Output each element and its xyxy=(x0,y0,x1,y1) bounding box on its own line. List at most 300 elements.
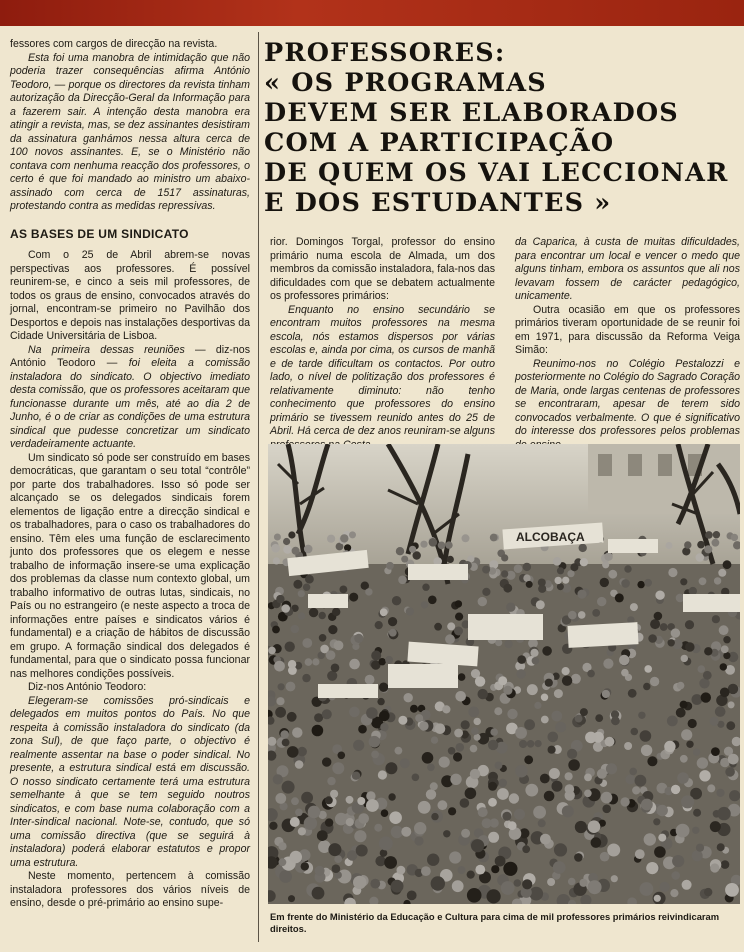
crowd-figure xyxy=(715,706,726,717)
crowd-figure xyxy=(692,827,699,834)
paragraph: Diz-nos António Teodoro: xyxy=(28,681,147,693)
crowd-figure xyxy=(729,790,740,801)
paragraph: Elegeram-se comissões pró-sindicais e delegados em muitos pontos do País. No que respeita à comissão instaladora do sindicato (da zona Sul), de que faço parte, o objectivo é realmente assentar na base o poder sindical. No presente, a estrutura sindical está em discussão. O nosso sindicato certamente terá uma estrutura semelhante à que se tem seguido noutros sindicatos, e com base numa colaboração com a Inter-sindical nacional. Note-se, contudo, que só uma comissão directiva (que se seguirá à instaladora) poderá elaborar estatutos e propor uma estrutura. xyxy=(10,694,250,869)
crowd-figure xyxy=(389,811,402,824)
article-column-1 xyxy=(10,38,250,911)
crowd-figure xyxy=(602,690,610,698)
crowd-figure xyxy=(591,837,602,848)
crowd-figure xyxy=(448,807,456,815)
crowd-figure xyxy=(298,590,305,597)
crowd-figure xyxy=(721,645,729,653)
crowd-figure xyxy=(502,812,511,821)
crowd-figure xyxy=(470,745,478,753)
crowd-figure xyxy=(584,774,592,782)
crowd-figure xyxy=(286,682,296,692)
crowd-figure xyxy=(701,692,711,702)
crowd-figure xyxy=(353,876,366,889)
crowd-figure xyxy=(427,854,439,866)
crowd-figure xyxy=(338,752,346,760)
crowd-figure xyxy=(711,747,720,756)
crowd-figure xyxy=(731,534,738,541)
crowd-figure xyxy=(495,639,502,646)
crowd-figure xyxy=(514,879,522,887)
crowd-figure xyxy=(295,760,304,769)
crowd-figure xyxy=(332,608,340,616)
crowd-figure xyxy=(595,714,603,722)
crowd-figure xyxy=(400,758,410,768)
paragraph xyxy=(10,344,250,452)
crowd-figure xyxy=(406,607,414,615)
crowd-figure xyxy=(426,789,436,799)
crowd-figure xyxy=(308,806,321,819)
crowd-figure xyxy=(380,723,388,731)
crowd-figure xyxy=(721,860,730,869)
crowd-figure xyxy=(698,665,706,673)
crowd-figure xyxy=(328,625,337,634)
top-color-band xyxy=(0,0,744,26)
crowd-figure xyxy=(404,693,413,702)
crowd-figure xyxy=(660,882,670,892)
crowd-figure xyxy=(475,865,485,875)
crowd-figure xyxy=(597,597,606,606)
crowd-figure xyxy=(588,880,602,894)
crowd-figure xyxy=(349,593,358,602)
crowd-figure xyxy=(580,558,588,566)
crowd-figure xyxy=(554,843,567,856)
crowd-figure xyxy=(527,684,538,695)
crowd-figure xyxy=(710,717,719,726)
crowd-figure xyxy=(430,782,438,790)
crowd-figure xyxy=(482,566,490,574)
crowd-figure xyxy=(693,809,701,817)
crowd-figure xyxy=(666,542,673,549)
crowd-figure xyxy=(302,674,310,682)
crowd-figure xyxy=(454,729,463,738)
crowd-figure xyxy=(704,647,712,655)
crowd-figure xyxy=(621,669,629,677)
crowd-figure xyxy=(685,620,694,629)
crowd-figure xyxy=(509,793,519,803)
crowd-figure xyxy=(644,579,652,587)
crowd-figure xyxy=(654,612,663,621)
crowd-figure xyxy=(554,689,563,698)
crowd-figure xyxy=(407,891,417,901)
crowd-figure xyxy=(557,583,564,590)
crowd-figure xyxy=(601,792,613,804)
crowd-figure xyxy=(478,689,488,699)
crowd-figure xyxy=(287,746,299,758)
crowd-figure xyxy=(488,782,497,791)
crowd-figure xyxy=(278,842,286,850)
crowd-figure xyxy=(288,895,295,902)
crowd-figure xyxy=(353,740,364,751)
crowd-figure xyxy=(540,834,551,845)
crowd-figure xyxy=(536,600,545,609)
crowd-figure xyxy=(671,871,680,880)
crowd-figure xyxy=(619,655,629,665)
crowd-figure xyxy=(717,843,725,851)
crowd-figure xyxy=(717,807,730,820)
crowd-figure xyxy=(604,553,612,561)
crowd-figure xyxy=(524,755,533,764)
crowd-figure xyxy=(439,757,450,768)
crowd-figure xyxy=(571,674,581,684)
crowd-figure xyxy=(334,855,342,863)
crowd-figure xyxy=(501,554,508,561)
crowd-figure xyxy=(640,730,652,742)
article-column-2 xyxy=(270,236,495,452)
crowd-figure xyxy=(574,853,583,862)
crowd-figure xyxy=(414,836,423,845)
crowd-figure xyxy=(522,845,530,853)
crowd-figure xyxy=(445,541,452,548)
crowd-figure xyxy=(555,722,566,733)
crowd-figure xyxy=(471,727,479,735)
crowd-figure xyxy=(327,535,335,543)
attribution-span: — diz-nos António Teodoro — xyxy=(10,343,250,369)
crowd-figure xyxy=(389,629,397,637)
crowd-figure xyxy=(495,762,503,770)
crowd-figure xyxy=(418,801,431,814)
crowd-figure xyxy=(635,775,647,787)
crowd-figure xyxy=(565,784,575,794)
crowd-figure xyxy=(312,658,319,665)
crowd-figure xyxy=(274,661,285,672)
crowd-figure xyxy=(279,870,292,883)
crowd-figure xyxy=(325,818,333,826)
crowd-figure xyxy=(438,800,448,810)
crowd-figure xyxy=(602,805,611,814)
headline-line: E DOS ESTUDANTES » xyxy=(264,188,612,218)
crowd-figure xyxy=(386,562,394,570)
crowd-figure xyxy=(668,639,675,646)
crowd-figure xyxy=(608,570,617,579)
crowd-figure xyxy=(603,659,613,669)
crowd-figure xyxy=(699,678,709,688)
crowd-figure xyxy=(375,856,385,866)
crowd-figure xyxy=(540,774,550,784)
crowd-figure xyxy=(710,821,721,832)
paragraph: fessores com cargos de direcção na revista. xyxy=(10,38,218,50)
crowd-figure xyxy=(712,539,720,547)
crowd-figure xyxy=(668,568,677,577)
crowd-figure xyxy=(304,545,313,554)
crowd-figure xyxy=(508,821,517,830)
headline-line: COM A PARTICIPAÇÃO xyxy=(264,128,615,158)
crowd-figure xyxy=(452,880,464,892)
crowd-figure xyxy=(379,658,386,665)
crowd-figure xyxy=(283,538,290,545)
crowd-figure xyxy=(686,741,693,748)
crowd-figure xyxy=(298,612,305,619)
crowd-figure xyxy=(456,743,465,752)
crowd-figure xyxy=(375,621,383,629)
headline xyxy=(264,38,740,218)
crowd-figure xyxy=(273,557,280,564)
crowd-figure xyxy=(380,608,388,616)
crowd-figure xyxy=(379,683,388,692)
crowd-figure xyxy=(385,762,397,774)
crowd-figure xyxy=(682,547,690,555)
crowd-figure xyxy=(570,563,578,571)
crowd-figure xyxy=(514,564,523,573)
crowd-figure xyxy=(534,702,541,709)
crowd-figure xyxy=(630,603,638,611)
crowd-figure xyxy=(455,691,466,702)
crowd-figure xyxy=(328,843,341,856)
crowd-figure xyxy=(332,864,341,873)
crowd-figure xyxy=(365,675,375,685)
crowd-figure xyxy=(288,531,295,538)
crowd-figure xyxy=(515,765,528,778)
crowd-figure xyxy=(523,563,531,571)
crowd-figure xyxy=(549,768,560,779)
crowd-figure xyxy=(522,879,532,889)
crowd-figure xyxy=(577,590,586,599)
crowd-figure xyxy=(650,619,660,629)
crowd-figure xyxy=(309,608,318,617)
crowd-figure xyxy=(728,701,735,708)
crowd-figure xyxy=(620,797,629,806)
crowd-figure xyxy=(600,578,609,587)
crowd-figure xyxy=(471,839,484,852)
crowd-figure xyxy=(728,754,739,765)
crowd-figure xyxy=(605,737,615,747)
crowd-figure xyxy=(293,580,302,589)
paragraph: Com o 25 de Abril abrem-se novas perspectivas aos professores. É possível reunirem-se, e cinco a seis mil professores, de todos os graus de ensino, convocados através do jornal, encontram-se primeiro no Pavilhão dos Desportos e depois nas instalações desportivas da Cidade Universitária de Lisboa. xyxy=(10,249,250,342)
crowd-figure xyxy=(562,577,569,584)
crowd-figure xyxy=(290,817,300,827)
crowd-figure xyxy=(285,642,295,652)
paragraph: da Caparica, à custa de muitas dificuldades, para encontrar um local e vencer o medo que alguns tinham, embora os assuntos que ali nos levavam fossem de carácter pedagógico, unicamente. xyxy=(515,236,740,302)
crowd-figure xyxy=(419,721,428,730)
crowd-figure xyxy=(524,719,535,730)
crowd-figure xyxy=(551,711,562,722)
crowd-figure xyxy=(295,809,303,817)
crowd-figure xyxy=(664,741,675,752)
crowd-figure xyxy=(584,790,592,798)
crowd-figure xyxy=(553,557,562,566)
crowd-figure xyxy=(340,586,348,594)
crowd-figure xyxy=(667,716,678,727)
crowd-figure xyxy=(462,534,470,542)
crowd-figure xyxy=(453,752,462,761)
crowd-figure xyxy=(354,830,366,842)
crowd-figure xyxy=(600,852,610,862)
crowd-figure xyxy=(681,655,688,662)
quote-span: Na primeira dessas reuniões xyxy=(28,343,185,356)
crowd-figure xyxy=(271,544,280,553)
crowd-figure xyxy=(304,817,317,830)
crowd-figure xyxy=(503,686,512,695)
crowd-figure xyxy=(568,611,577,620)
crowd-figure xyxy=(579,544,587,552)
crowd-figure xyxy=(410,705,418,713)
crowd-figure xyxy=(401,556,408,563)
crowd-figure xyxy=(567,570,574,577)
crowd-figure xyxy=(431,813,438,820)
crowd-figure xyxy=(648,634,657,643)
crowd-figure xyxy=(632,786,640,794)
crowd-figure xyxy=(346,818,354,826)
crowd-figure xyxy=(672,855,684,867)
crowd-figure xyxy=(670,889,678,897)
crowd-figure xyxy=(392,596,401,605)
crowd-figure xyxy=(435,723,446,734)
crowd-figure xyxy=(503,862,517,876)
crowd-figure xyxy=(468,707,479,718)
crowd-figure xyxy=(482,818,492,828)
crowd-figure xyxy=(443,830,450,837)
crowd-figure xyxy=(699,577,707,585)
crowd-figure xyxy=(523,574,530,581)
crowd-figure xyxy=(268,647,276,655)
crowd-figure xyxy=(346,796,354,804)
crowd-figure xyxy=(380,849,388,857)
crowd-figure xyxy=(358,813,369,824)
column-divider xyxy=(258,32,259,942)
crowd-figure xyxy=(301,792,313,804)
crowd-figure xyxy=(401,827,411,837)
crowd-figure xyxy=(460,798,470,808)
crowd-figure xyxy=(467,888,482,903)
crowd-figure xyxy=(635,849,645,859)
crowd-figure xyxy=(680,755,688,763)
crowd-figure xyxy=(548,732,559,743)
crowd-figure xyxy=(397,866,406,875)
crowd-figure xyxy=(357,797,365,805)
paragraph: Neste momento, pertencem à comissão instaladora professores dos vários níveis de ensino, desde o pré-primário ao ensino supe- xyxy=(10,870,250,909)
crowd-figure xyxy=(455,613,463,621)
crowd-figure xyxy=(431,736,438,743)
crowd-figure xyxy=(429,538,438,547)
crowd-figure xyxy=(585,732,597,744)
crowd-figure xyxy=(327,777,335,785)
crowd-figure xyxy=(474,718,481,725)
crowd-figure xyxy=(475,676,485,686)
crowd-figure xyxy=(371,751,379,759)
crowd-figure xyxy=(720,663,727,670)
crowd-figure xyxy=(458,866,466,874)
crowd-figure xyxy=(377,698,384,705)
crowd-figure xyxy=(575,715,583,723)
crowd-figure xyxy=(280,730,289,739)
paragraph: Enquanto no ensino secundário se encontram muitos professores na mesma escola, nós estamos dispersos por várias escolas e, ainda por cima, os cursos de manhã e de tarde dificultam os contactos. Por outro lado, o nível de politização dos professores é relativamente diminuto: não tenho conhecimento que professores do ensino primário se tivessem reunido antes do 25 de Abril. Há cerca de dez anos reuniram-se alguns xyxy=(270,303,495,437)
crowd-figure xyxy=(579,879,587,887)
crowd-figure xyxy=(275,793,286,804)
crowd-figure xyxy=(516,669,526,679)
crowd-figure xyxy=(498,676,507,685)
crowd-figure xyxy=(396,547,404,555)
crowd-figure xyxy=(322,757,331,766)
headline-line: PROFESSORES: xyxy=(264,38,506,68)
crowd-figure xyxy=(378,770,387,779)
crowd-figure xyxy=(478,807,488,817)
crowd-figure xyxy=(414,822,426,834)
crowd-figure xyxy=(548,746,556,754)
crowd-figure xyxy=(422,752,434,764)
crowd-figure xyxy=(628,689,637,698)
crowd-figure xyxy=(611,875,618,882)
quote-span: foi eleita a comissão instaladora do sindicato. O objectivo imediato desta comissão, que os professores aceitaram que funcionasse durante um mês, até ao dia 2 de Junho, é o de criar as condições de uma estrutura sindical que pudesse concretizar um sindicato verdadeiramente actuante. xyxy=(10,357,250,450)
crowd-figure xyxy=(458,673,466,681)
crowd-figure xyxy=(450,774,461,785)
crowd-figure xyxy=(388,793,395,800)
crowd-figure xyxy=(384,856,397,869)
crowd-figure xyxy=(302,638,312,648)
crowd-figure xyxy=(273,774,283,784)
crowd-figure xyxy=(287,712,297,722)
crowd-photo-illustration xyxy=(268,444,740,904)
crowd-figure xyxy=(692,694,703,705)
crowd-figure xyxy=(624,565,631,572)
crowd-figure xyxy=(269,822,277,830)
crowd-figure xyxy=(703,671,712,680)
crowd-figure xyxy=(629,768,637,776)
crowd-figure xyxy=(592,609,600,617)
crowd-figure xyxy=(340,534,348,542)
crowd-figure xyxy=(491,865,499,873)
crowd-figure xyxy=(712,615,720,623)
crowd-figure xyxy=(624,742,632,750)
crowd-figure xyxy=(276,697,284,705)
crowd-figure xyxy=(349,531,356,538)
crowd-photo xyxy=(268,444,740,904)
crowd-figure xyxy=(482,588,490,596)
crowd-figure xyxy=(349,659,360,670)
crowd-figure xyxy=(653,818,660,825)
crowd-figure xyxy=(312,887,325,900)
crowd-figure xyxy=(421,601,428,608)
crowd-figure xyxy=(538,819,546,827)
crowd-figure xyxy=(354,634,363,643)
crowd-figure xyxy=(723,560,732,569)
crowd-figure xyxy=(638,712,645,719)
crowd-figure xyxy=(292,547,300,555)
crowd-figure xyxy=(533,806,546,819)
crowd-figure xyxy=(671,785,680,794)
crowd-figure xyxy=(288,660,296,668)
crowd-figure xyxy=(445,634,455,644)
crowd-figure xyxy=(498,779,507,788)
crowd-figure xyxy=(501,570,508,577)
crowd-figure xyxy=(356,845,368,857)
crowd-figure xyxy=(580,708,588,716)
crowd-figure xyxy=(398,716,407,725)
crowd-figure xyxy=(487,889,501,903)
crowd-figure xyxy=(597,769,607,779)
crowd-figure xyxy=(379,711,390,722)
crowd-figure xyxy=(697,757,708,768)
subheading: AS BASES DE UM SINDICATO xyxy=(10,226,189,241)
banner-text: ALCOBAÇA xyxy=(516,530,585,544)
crowd-figure xyxy=(692,850,703,861)
crowd-figure xyxy=(449,851,461,863)
crowd-figure xyxy=(541,694,548,701)
paragraph: Esta foi uma manobra de intimidação que não poderia trazer consequências afirma António Teodoro, — porque os directores da revista tinham autorização da Direcção-Geral da Informação para a fazerem sair. A intenção desta manobra era atingir a revista, mas, se dez assinantes desistiram da assinatura ganhámos nessa altura cerca de 100 novos assinantes. E, se o Ministério não contava com nenhuma reacção dos professores, o certo é que foi mandado ao ministro um abaixo-assinado com cerca de 1517 assinaturas, protestando contra as medidas repressivas. xyxy=(10,51,250,212)
crowd-figure xyxy=(562,667,570,675)
crowd-figure xyxy=(461,720,470,729)
crowd-figure xyxy=(718,569,726,577)
crowd-figure xyxy=(326,650,336,660)
crowd-figure xyxy=(447,622,455,630)
crowd-figure xyxy=(495,856,506,867)
crowd-figure xyxy=(501,881,515,895)
crowd-figure xyxy=(461,829,470,838)
crowd-figure xyxy=(562,676,572,686)
crowd-figure xyxy=(643,683,650,690)
crowd-figure xyxy=(660,623,668,631)
